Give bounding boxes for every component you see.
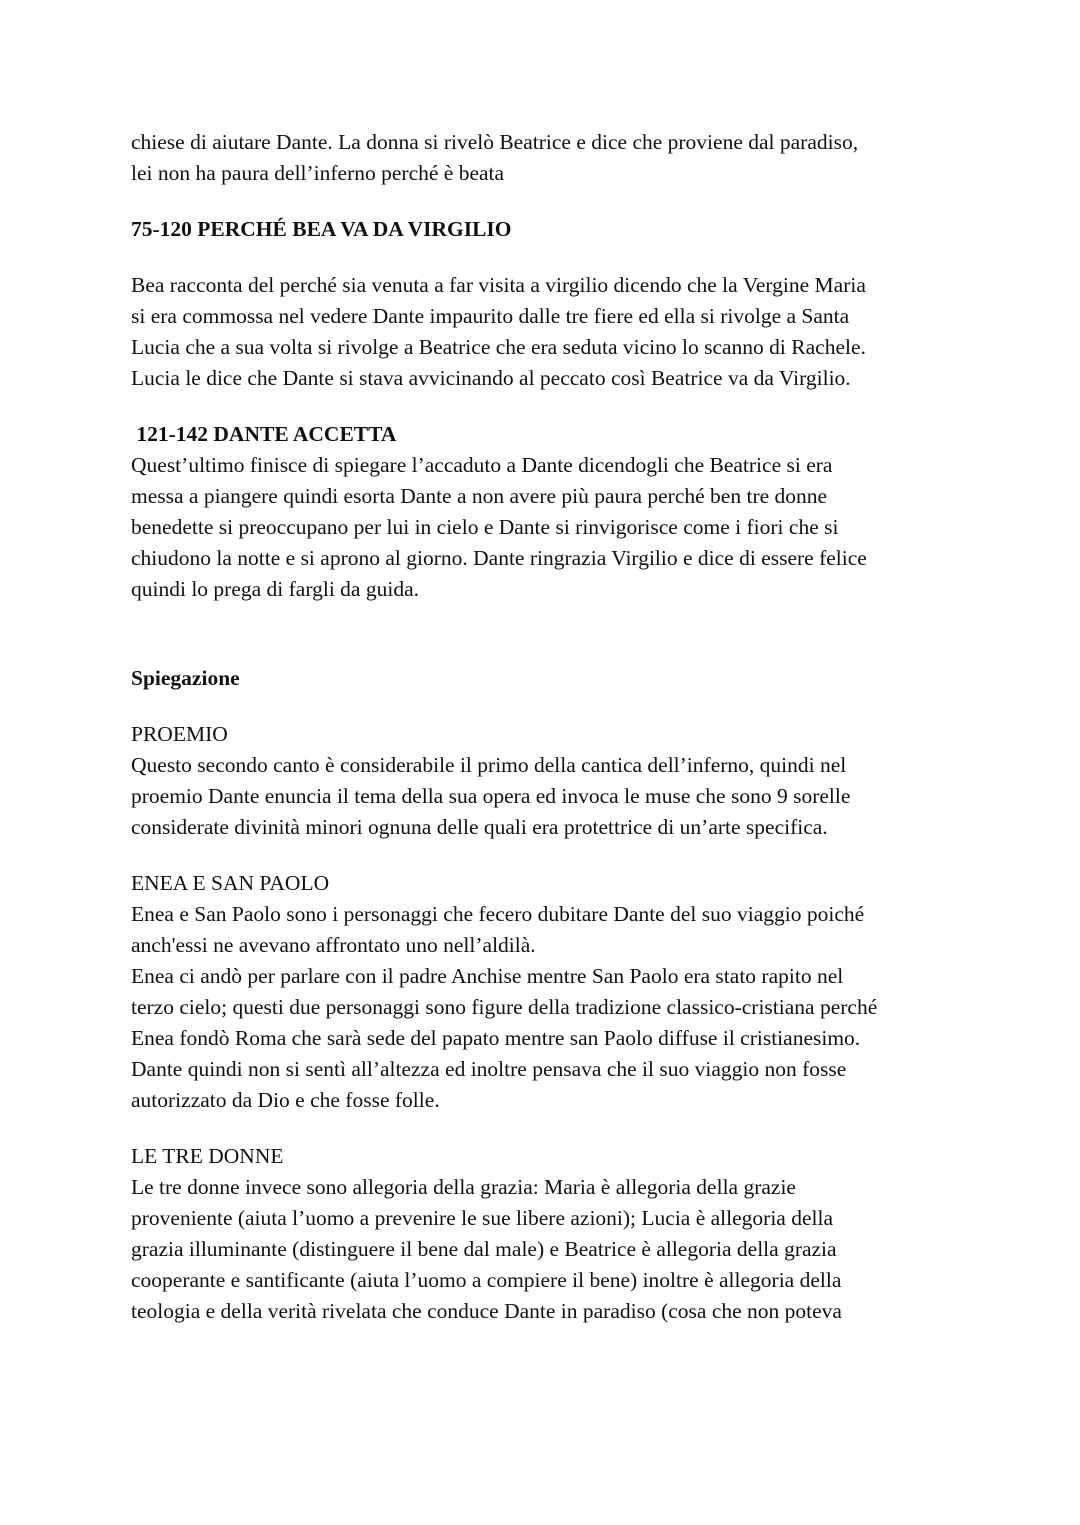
text-line: Lucia che a sua volta si rivolge a Beatrice che era seduta vicino lo scanno di Rachele. bbox=[131, 335, 866, 359]
spiegazione-heading: Spiegazione bbox=[131, 666, 240, 690]
enea-paragraph bbox=[131, 899, 961, 1116]
text-line: proemio Dante enuncia il tema della sua opera ed invoca le muse che sono 9 sorelle bbox=[131, 784, 851, 808]
text-line: Dante quindi non si sentì all’altezza ed inoltre pensava che il suo viaggio non fosse bbox=[131, 1057, 847, 1081]
text-line: cooperante e santificante (aiuta l’uomo a compiere il bene) inoltre è allegoria della bbox=[131, 1268, 842, 1292]
text-line: benedette si preoccupano per lui in cielo e Dante si rinvigorisce come i fiori che si bbox=[131, 515, 839, 539]
text-line: Questo secondo canto è considerabile il primo della cantica dell’inferno, quindi nel bbox=[131, 753, 847, 777]
section-heading-121-142: 121-142 DANTE ACCETTA bbox=[131, 422, 397, 446]
text-line: considerate divinità minori ognuna delle quali era protettrice di un’arte specifica. bbox=[131, 815, 828, 839]
text-line: lei non ha paura dell’inferno perché è beata bbox=[131, 161, 505, 185]
text-line: Enea ci andò per parlare con il padre Anchise mentre San Paolo era stato rapito nel bbox=[131, 964, 844, 988]
proemio-title: PROEMIO bbox=[131, 722, 228, 746]
text-line: Enea e San Paolo sono i personaggi che fecero dubitare Dante del suo viaggio poiché bbox=[131, 902, 865, 926]
donne-title: LE TRE DONNE bbox=[131, 1144, 284, 1168]
text-line: teologia e della verità rivelata che conduce Dante in paradiso (cosa che non poteva bbox=[131, 1299, 842, 1323]
text-line: Le tre donne invece sono allegoria della grazia: Maria è allegoria della grazie bbox=[131, 1175, 796, 1199]
text-line: Bea racconta del perché sia venuta a far visita a virgilio dicendo che la Vergine Maria bbox=[131, 273, 866, 297]
text-line: proveniente (aiuta l’uomo a prevenire le sue libere azioni); Lucia è allegoria della bbox=[131, 1206, 834, 1230]
text-line: Lucia le dice che Dante si stava avvicinando al peccato così Beatrice va da Virgilio. bbox=[131, 366, 851, 390]
section-121-142-paragraph bbox=[131, 450, 961, 605]
text-line: Enea fondò Roma che sarà sede del papato mentre san Paolo diffuse il cristianesimo. bbox=[131, 1026, 861, 1050]
donne-paragraph bbox=[131, 1172, 961, 1327]
text-line: terzo cielo; questi due personaggi sono figure della tradizione classico-cristiana perché bbox=[131, 995, 878, 1019]
section-75-120-paragraph bbox=[131, 270, 961, 394]
text-line: anch'essi ne avevano affrontato uno nell’aldilà. bbox=[131, 933, 536, 957]
text-line: grazia illuminante (distinguere il bene dal male) e Beatrice è allegoria della grazia bbox=[131, 1237, 837, 1261]
text-line: Quest’ultimo finisce di spiegare l’accaduto a Dante dicendogli che Beatrice si era bbox=[131, 453, 833, 477]
section-heading-75-120: 75-120 PERCHÉ BEA VA DA VIRGILIO bbox=[131, 217, 512, 241]
intro-paragraph bbox=[131, 127, 961, 189]
document-page bbox=[131, 127, 961, 1327]
proemio-paragraph bbox=[131, 750, 961, 843]
enea-title: ENEA E SAN PAOLO bbox=[131, 871, 330, 895]
text-line: quindi lo prega di fargli da guida. bbox=[131, 577, 419, 601]
text-line: chiese di aiutare Dante. La donna si rivelò Beatrice e dice che proviene dal paradiso, bbox=[131, 130, 859, 154]
text-line: si era commossa nel vedere Dante impaurito dalle tre fiere ed ella si rivolge a Santa bbox=[131, 304, 850, 328]
text-line: autorizzato da Dio e che fosse folle. bbox=[131, 1088, 440, 1112]
text-line: messa a piangere quindi esorta Dante a non avere più paura perché ben tre donne bbox=[131, 484, 828, 508]
text-line: chiudono la notte e si aprono al giorno. Dante ringrazia Virgilio e dice di essere felice bbox=[131, 546, 867, 570]
